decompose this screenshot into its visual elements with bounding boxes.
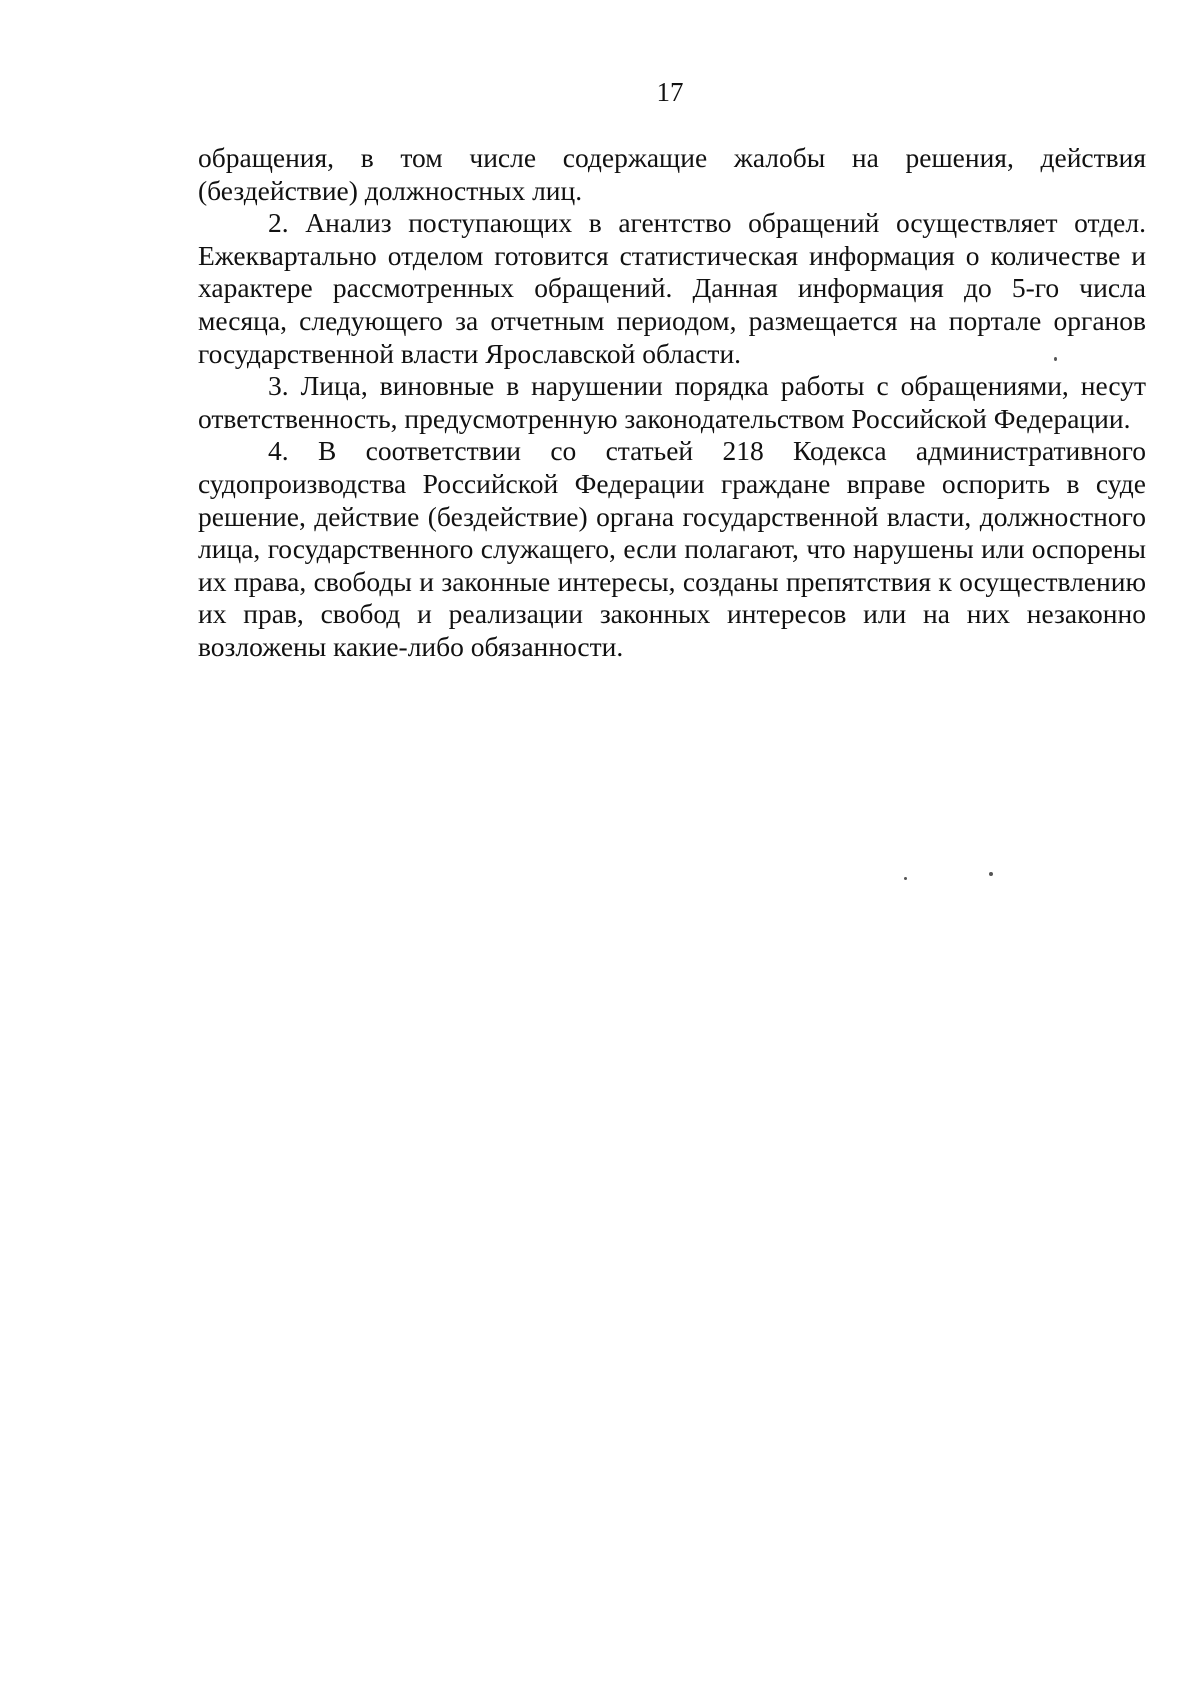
paragraph-item-3: 3. Лица, виновные в нарушении порядка работы с обращениями, несут ответственность, предусмотренную законодательством Российской Федерации. — [198, 370, 1146, 434]
scan-speck — [989, 872, 993, 876]
scan-speck — [904, 877, 907, 880]
document-body — [198, 142, 1146, 664]
page-number: 17 — [656, 77, 684, 107]
scan-speck — [1054, 357, 1057, 361]
paragraph-item-2: 2. Анализ поступающих в агентство обращений осуществляет отдел. Ежеквартально отделом готовится статистическая информация о количестве и характере рассмотренных обращений. Данная информация до 5-го числа месяца, следующего за отчетным периодом, размещается на портале органов государственной власти Ярославской области. — [198, 207, 1146, 369]
paragraph-continuation: обращения, в том числе содержащие жалобы на решения, действия (бездействие) должностных лиц. — [198, 142, 1146, 206]
paragraph-item-4: 4. В соответствии со статьей 218 Кодекса административного судопроизводства Российской Федерации граждане вправе оспорить в суде решение, действие (бездействие) органа государственной власти, должностного лица, государственного служащего, если полагают, что нарушены или оспорены их права, свободы и законные интересы, созданы препятствия к осуществлению их прав, свобод и реализации законных интересов или на них незаконно возложены какие-либо обязанности. — [198, 435, 1146, 662]
